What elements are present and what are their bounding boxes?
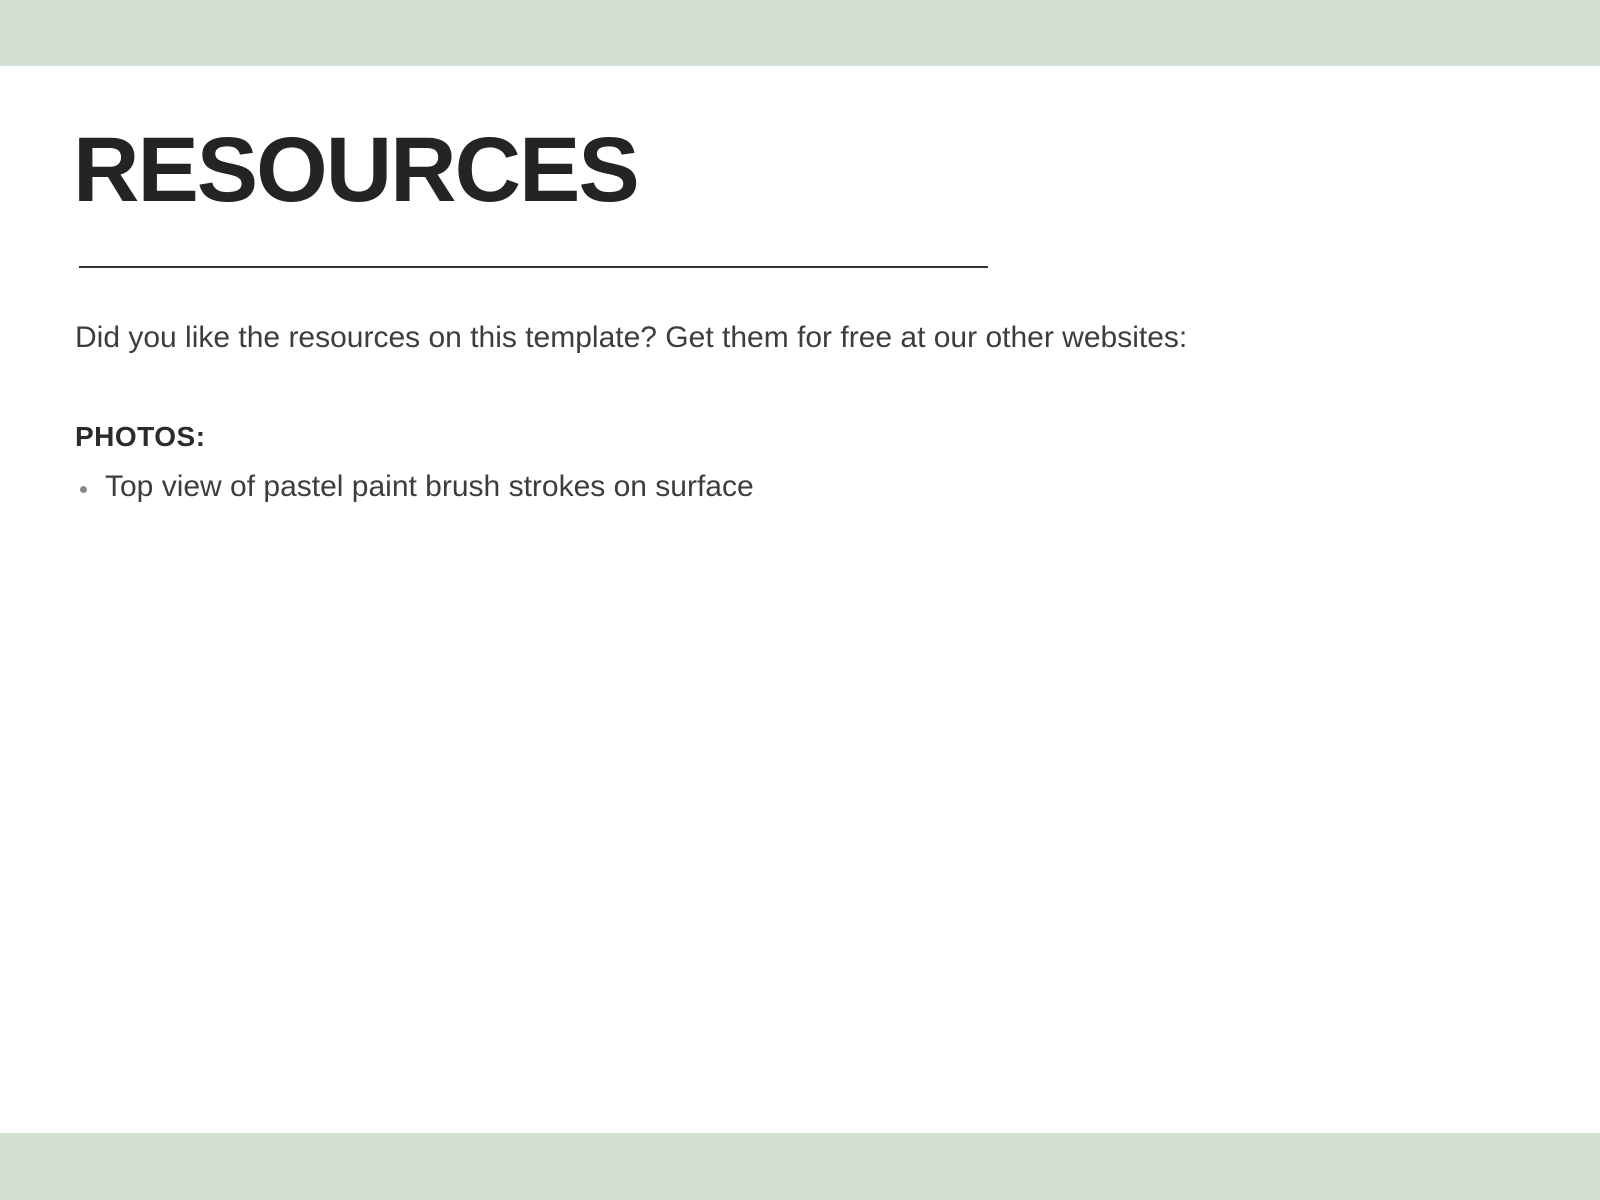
resource-list-item xyxy=(75,467,1600,506)
top-accent-bar xyxy=(0,0,1600,66)
bullet-icon xyxy=(80,486,87,493)
page-title: RESOURCES xyxy=(73,119,638,221)
resource-list xyxy=(75,467,1600,506)
intro-text: Did you like the resources on this template? Get them for free at our other websites: xyxy=(75,321,1188,354)
bottom-accent-bar xyxy=(0,1133,1600,1200)
slide-content xyxy=(0,66,1600,506)
title-divider xyxy=(79,266,988,268)
photos-section-heading: PHOTOS: xyxy=(75,420,206,452)
resource-item-label: Top view of pastel paint brush strokes on surface xyxy=(105,469,754,503)
